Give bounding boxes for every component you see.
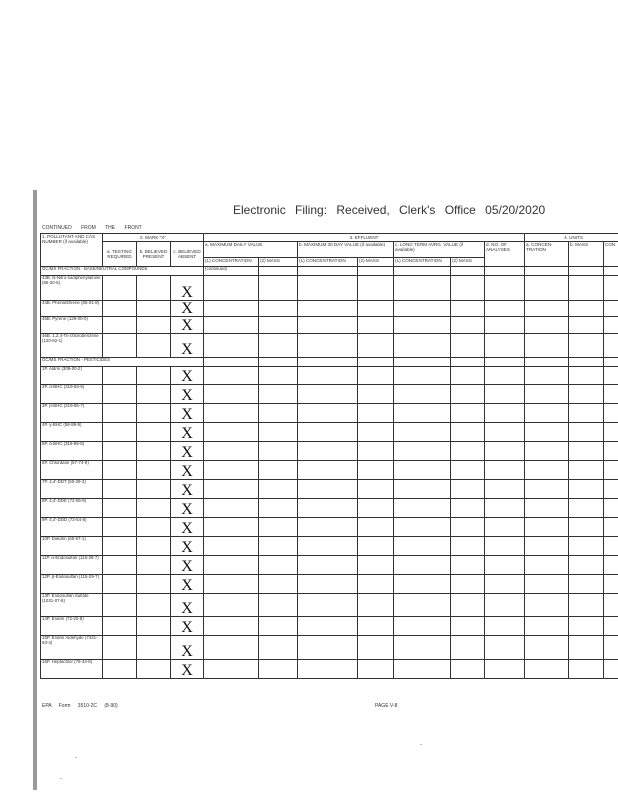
testing-cell[interactable] [103,461,137,480]
absent-x-mark[interactable]: X [171,442,204,461]
table-row [41,636,618,660]
table-header [41,234,618,267]
believed-absent-header: c. BELIEVED ABSENT [171,242,204,267]
absent-x-mark[interactable]: X [171,461,204,480]
pollutant-name: 13P. Endosulfan Sulfate (1031-07-8) [41,594,103,617]
no-analyses-header: d. NO. OF ANALYSES [485,242,525,267]
testing-cell[interactable] [103,301,137,317]
max-30day-conc-subheader: (1) CONCENTRATION [298,258,358,267]
pollutant-name: 16P. Heptachlor (76-44-8) [41,660,103,679]
pollutant-name: 9P. 4,4'-DDD (72-54-8) [41,518,103,537]
testing-cell[interactable] [103,317,137,334]
testing-cell[interactable] [103,442,137,461]
long-term-header: c. LONG TERM AVRG. VALUE (if available) [394,242,485,258]
absent-x-mark[interactable]: X [171,404,204,423]
absent-x-mark[interactable]: X [171,499,204,518]
mass-units-header: b. MASS [569,242,604,267]
pollutant-name: 11P. α-Endosulfan (115-29-7) [41,556,103,575]
testing-cell[interactable] [103,334,137,358]
max-30day-header: b. MAXIMUM 30 DAY VALUE (if available) [298,242,394,258]
pollutant-name: 3P. β-BHC (319-85-7) [41,404,103,423]
table-row [41,518,618,537]
table-row [41,594,618,617]
effluent-header: 3. EFFLUENT [204,234,525,242]
absent-x-mark[interactable]: X [171,385,204,404]
scan-edge-bar [33,190,37,790]
absent-x-mark[interactable]: X [171,660,204,679]
continued-label: CONTINUED FROM THE FRONT [42,225,142,231]
max-daily-header: a. MAXIMUM DAILY VALUE [204,242,298,258]
table-row [41,556,618,575]
absent-x-mark[interactable]: X [171,594,204,617]
testing-cell[interactable] [103,575,137,594]
scan-speck [420,744,422,745]
max-daily-mass-subheader: (2) MASS [259,258,298,267]
testing-cell[interactable] [103,636,137,660]
pollutant-name: 7P. 4,4'-DDT (50-29-3) [41,480,103,499]
scan-speck [75,757,77,758]
absent-x-mark[interactable]: X [171,575,204,594]
base-neutral-section [41,267,618,358]
absent-x-mark[interactable]: X [171,367,204,385]
present-cell[interactable] [137,301,171,317]
pollutant-name: 4P. γ-BHC (58-89-9) [41,423,103,442]
present-cell[interactable] [137,617,171,636]
testing-cell[interactable] [103,367,137,385]
pollutant-table [40,233,618,679]
pollutant-name: 1P. Aldrin (309-00-2) [41,367,103,385]
present-cell[interactable] [137,499,171,518]
believed-present-header: b. BELIEVED PRESENT [137,242,171,267]
testing-cell[interactable] [103,385,137,404]
filing-stamp: Electronic Filing: Received, Clerk's Office 05/20/2020 [233,203,546,217]
max-30day-mass-subheader: (2) MASS [358,258,394,267]
table-row [41,276,618,301]
concentration-units-header: a. CONCEN-TRATION [525,242,569,267]
present-cell[interactable] [137,367,171,385]
present-cell[interactable] [137,660,171,679]
present-cell[interactable] [137,442,171,461]
pesticides-section [41,358,618,679]
pollutant-name: 10P. Dieldrin (60-57-1) [41,537,103,556]
present-cell[interactable] [137,276,171,301]
absent-x-mark[interactable]: X [171,276,204,301]
absent-x-mark[interactable]: X [171,480,204,499]
present-cell[interactable] [137,594,171,617]
pollutant-header: 1. POLLUTANT AND CAS NUMBER (if available) [41,234,103,267]
fraction-base-neutral: GC/MS FRACTION - BASE/NEUTRAL COMPOUNDS [41,267,204,276]
table-row [41,480,618,499]
fraction-pesticides: GC/MS FRACTION - PESTICIDES [41,358,204,367]
absent-x-mark[interactable]: X [171,556,204,575]
testing-cell[interactable] [103,480,137,499]
testing-cell[interactable] [103,617,137,636]
absent-x-mark[interactable]: X [171,518,204,537]
table-row [41,499,618,518]
testing-cell[interactable] [103,660,137,679]
max-daily-conc-subheader: (1) CONCENTRATION [204,258,259,267]
table-row [41,317,618,334]
pollutant-name: 15P. Endrin Aldehyde (7421-93-4) [41,636,103,660]
form-number: EPA Form 3510-2C (8-90) [42,703,118,709]
pollutant-name: 44B. Phenanthrene (85-01-8) [41,301,103,317]
present-cell[interactable] [137,518,171,537]
pollutant-name: 2P. α-BHC (319-84-6) [41,385,103,404]
present-cell[interactable] [137,334,171,358]
table-row [41,334,618,358]
testing-cell[interactable] [103,518,137,537]
present-cell[interactable] [137,636,171,660]
testing-cell[interactable] [103,556,137,575]
testing-required-header: a. TESTING REQUIRED [103,242,137,267]
present-cell[interactable] [137,461,171,480]
absent-x-mark[interactable]: X [171,301,204,317]
table-row [41,660,618,679]
present-cell[interactable] [137,556,171,575]
pollutant-name: 8P. 4,4'-DDE (72-55-9) [41,499,103,518]
pollutant-name: 45B. Pyrene (129-00-0) [41,317,103,334]
long-term-conc-subheader: (1) CONCENTRATION [394,258,451,267]
testing-cell[interactable] [103,537,137,556]
page-number: PAGE V-8 [375,703,398,709]
units-header: 4. UNITS [525,234,618,242]
testing-cell[interactable] [103,404,137,423]
present-cell[interactable] [137,385,171,404]
table-row [41,537,618,556]
table-row [41,617,618,636]
pollutant-name: 12P. β-Endosulfan (115-29-7) [41,575,103,594]
table-row [41,423,618,442]
absent-x-mark[interactable]: X [171,317,204,334]
present-cell[interactable] [137,575,171,594]
absent-x-mark[interactable]: X [171,537,204,556]
present-cell[interactable] [137,404,171,423]
pollutant-name: 6P. Chlordane (57-74-9) [41,461,103,480]
table-row [41,442,618,461]
absent-x-mark[interactable]: X [171,423,204,442]
table-row [41,404,618,423]
table-row [41,385,618,404]
table-row [41,575,618,594]
table-row [41,367,618,385]
pollutant-name: 43B. N-Nitro-sodiphenylamine (86-30-6) [41,276,103,301]
testing-cell[interactable] [103,276,137,301]
present-cell[interactable] [137,537,171,556]
long-term-mass-subheader: (2) MASS [451,258,485,267]
absent-x-mark[interactable]: X [171,636,204,660]
scan-speck [60,778,62,779]
absent-x-mark[interactable]: X [171,617,204,636]
table-row [41,301,618,317]
table-row [41,461,618,480]
continued-note: (continued) [204,267,259,276]
pollutant-name: 14P. Endrin (72-20-8) [41,617,103,636]
pollutant-name: 5P. δ-BHC (319-86-8) [41,442,103,461]
testing-cell[interactable] [103,594,137,617]
mark-header: 2. MARK "X" [103,234,204,242]
present-cell[interactable] [137,480,171,499]
present-cell[interactable] [137,423,171,442]
next-column-header: CON [604,242,618,267]
present-cell[interactable] [137,317,171,334]
testing-cell[interactable] [103,423,137,442]
pollutant-name: 46B. 1,2,4-Tri-chlorobenzene (120-82-1) [41,334,103,358]
absent-x-mark[interactable]: X [171,334,204,358]
testing-cell[interactable] [103,499,137,518]
